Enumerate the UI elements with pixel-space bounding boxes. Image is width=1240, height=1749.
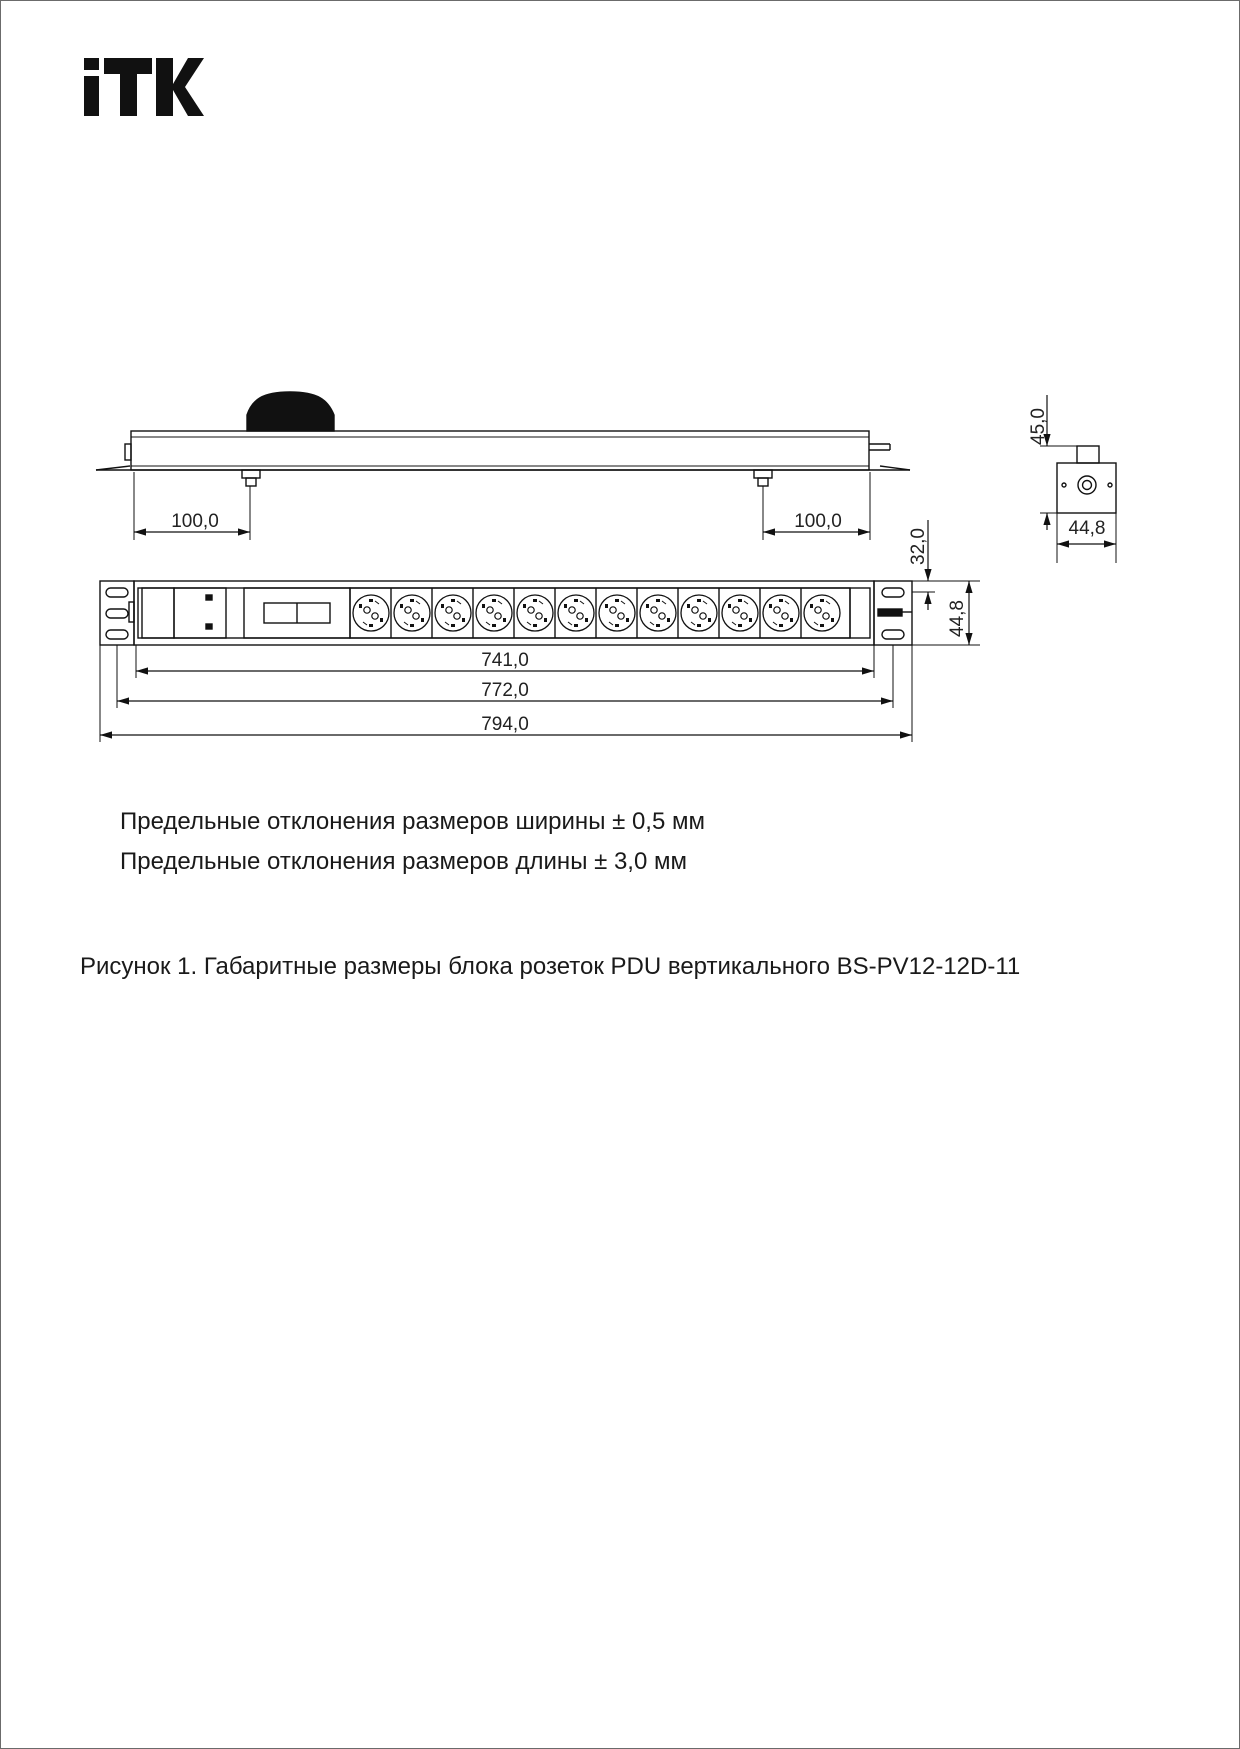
outlet-12 — [804, 595, 840, 631]
outlet-5 — [517, 595, 553, 631]
outlet-8 — [640, 595, 676, 631]
figure-caption: Рисунок 1. Габаритные размеры блока розеток PDU вертикального BS-PV12-12D-11 — [80, 953, 1021, 980]
outlet-4 — [476, 595, 512, 631]
dim-side-right: 100,0 — [794, 511, 842, 532]
outlet-7 — [599, 595, 635, 631]
outlet-11 — [763, 595, 799, 631]
dim-length-total: 794,0 — [481, 714, 529, 735]
dim-end-height: 45,0 — [1028, 408, 1049, 445]
outlet-1 — [353, 595, 389, 631]
front-view — [100, 581, 912, 645]
length-tolerance-note: Предельные отклонения размеров длины ± 3,0 мм — [120, 848, 687, 875]
outlet-9 — [681, 595, 717, 631]
dim-length-holes: 772,0 — [481, 680, 529, 701]
dim-front-offset: 32,0 — [908, 528, 929, 565]
outlet-2 — [394, 595, 430, 631]
end-view — [1040, 446, 1116, 563]
dim-length-body: 741,0 — [481, 650, 529, 671]
dim-end-width: 44,8 — [1068, 518, 1106, 539]
outlet-6 — [558, 595, 594, 631]
outlet-3 — [435, 595, 471, 631]
width-tolerance-note: Предельные отклонения размеров ширины ± 0,5 мм — [120, 808, 705, 835]
dimension-drawing — [0, 0, 1240, 800]
dim-front-height: 44,8 — [947, 600, 968, 637]
outlet-10 — [722, 595, 758, 631]
dim-side-left: 100,0 — [171, 511, 219, 532]
